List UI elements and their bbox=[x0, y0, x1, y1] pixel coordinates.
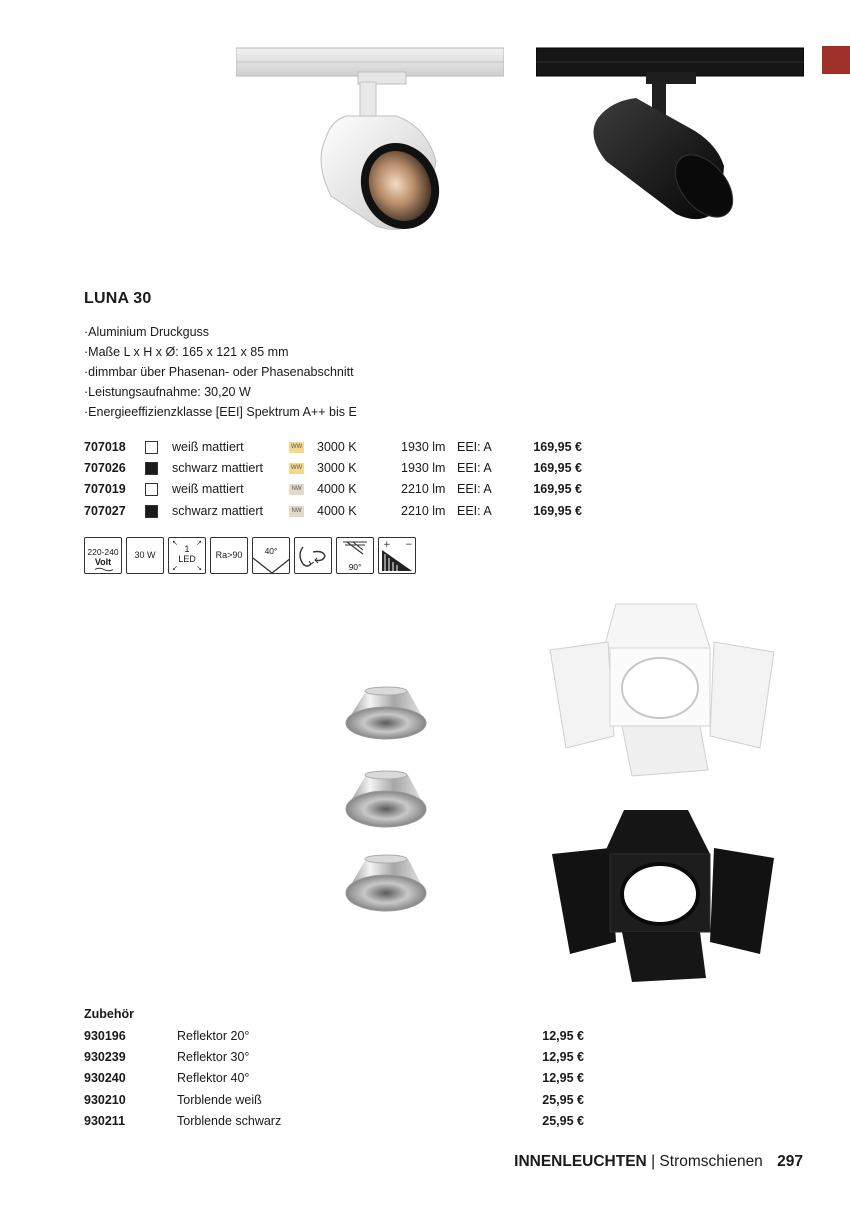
light-color-badge: NW bbox=[289, 484, 304, 495]
accessories-table bbox=[84, 1025, 584, 1131]
page-footer bbox=[514, 1153, 803, 1171]
led-label: LED bbox=[178, 554, 196, 564]
page-number: 297 bbox=[777, 1153, 803, 1170]
accessory-name: Torblende schwarz bbox=[177, 1113, 282, 1128]
article-number: 930211 bbox=[84, 1113, 126, 1128]
tilt-icon bbox=[336, 537, 374, 574]
article-number: 707026 bbox=[84, 460, 126, 475]
svg-text:−: − bbox=[405, 540, 413, 550]
tilt-angle-value: 90° bbox=[348, 562, 362, 572]
price: 169,95 € bbox=[533, 439, 582, 454]
product-image-white bbox=[236, 46, 504, 236]
price: 12,95 € bbox=[542, 1071, 584, 1086]
energy-class: EEI: A bbox=[457, 503, 492, 518]
power-icon: 30 W bbox=[126, 537, 164, 574]
luminous-flux: 2210 lm bbox=[401, 482, 446, 497]
variant-row bbox=[84, 500, 582, 521]
beam-angle-icon bbox=[252, 537, 290, 574]
variant-row bbox=[84, 457, 582, 478]
accessory-name: Torblende weiß bbox=[177, 1092, 262, 1107]
beam-angle-value: 40° bbox=[264, 546, 278, 556]
reflector-30 bbox=[346, 771, 426, 827]
article-number: 930210 bbox=[84, 1092, 126, 1107]
color-swatch bbox=[145, 483, 158, 496]
product-image-black bbox=[536, 46, 804, 226]
accessories-title: Zubehör bbox=[84, 1007, 134, 1021]
price: 169,95 € bbox=[533, 460, 582, 475]
variant-row bbox=[84, 436, 582, 457]
feature-list bbox=[84, 322, 357, 422]
cri-icon: Ra>90 bbox=[210, 537, 248, 574]
light-color-badge: WW bbox=[289, 463, 304, 474]
energy-class: EEI: A bbox=[457, 460, 492, 475]
footer-section: INNENLEUCHTEN bbox=[514, 1153, 647, 1170]
footer-category: Stromschienen bbox=[659, 1153, 763, 1170]
color-temperature: 3000 K bbox=[317, 460, 357, 475]
color-swatch bbox=[145, 505, 158, 518]
article-number: 707019 bbox=[84, 482, 126, 497]
article-number: 930196 bbox=[84, 1028, 126, 1043]
variant-table bbox=[84, 436, 582, 521]
footer-separator: | bbox=[651, 1153, 656, 1170]
rotation-icon bbox=[294, 537, 332, 574]
price: 25,95 € bbox=[542, 1113, 584, 1128]
article-number: 707027 bbox=[84, 503, 126, 518]
svg-text:+: + bbox=[383, 540, 391, 550]
color-swatch bbox=[145, 462, 158, 475]
luminous-flux: 1930 lm bbox=[401, 460, 446, 475]
voltage-unit: Volt bbox=[94, 557, 112, 567]
feature-item: · Aluminium Druckguss bbox=[84, 322, 357, 342]
energy-class: EEI: A bbox=[457, 439, 492, 454]
color-name: schwarz mattiert bbox=[172, 460, 263, 475]
accessory-row bbox=[84, 1046, 584, 1067]
energy-class: EEI: A bbox=[457, 482, 492, 497]
accessory-name: Reflektor 20° bbox=[177, 1028, 250, 1043]
accessory-name: Reflektor 40° bbox=[177, 1071, 250, 1086]
feature-item: · dimmbar über Phasenan- oder Phasenabschnitt bbox=[84, 362, 357, 382]
price: 25,95 € bbox=[542, 1092, 584, 1107]
reflector-40 bbox=[346, 855, 426, 911]
color-name: weiß mattiert bbox=[172, 439, 244, 454]
color-temperature: 4000 K bbox=[317, 503, 357, 518]
price: 169,95 € bbox=[533, 482, 582, 497]
feature-item: · Energieeffizienzklasse [EEI] Spektrum A++ bis E bbox=[84, 402, 357, 422]
barndoor-white-image bbox=[548, 602, 778, 778]
chapter-tab bbox=[822, 46, 850, 74]
led-icon: 1 LED ↖ ↗ ↙ ↘ bbox=[168, 537, 206, 574]
price: 169,95 € bbox=[533, 503, 582, 518]
color-swatch bbox=[145, 441, 158, 454]
reflector-20 bbox=[346, 687, 426, 739]
voltage-icon bbox=[84, 537, 122, 574]
dimmable-icon bbox=[378, 537, 416, 574]
luminous-flux: 2210 lm bbox=[401, 503, 446, 518]
accessory-row bbox=[84, 1110, 584, 1131]
color-name: weiß mattiert bbox=[172, 482, 244, 497]
feature-item: · Maße L x H x Ø: 165 x 121 x 85 mm bbox=[84, 342, 357, 362]
accessory-row bbox=[84, 1089, 584, 1110]
accessory-name: Reflektor 30° bbox=[177, 1049, 250, 1064]
led-count: 1 bbox=[184, 544, 190, 554]
color-temperature: 3000 K bbox=[317, 439, 357, 454]
article-number: 930240 bbox=[84, 1071, 126, 1086]
article-number: 707018 bbox=[84, 439, 126, 454]
article-number: 930239 bbox=[84, 1049, 126, 1064]
color-temperature: 4000 K bbox=[317, 482, 357, 497]
variant-row bbox=[84, 479, 582, 500]
color-name: schwarz mattiert bbox=[172, 503, 263, 518]
feature-item: · Leistungsaufnahme: 30,20 W bbox=[84, 382, 357, 402]
luminous-flux: 1930 lm bbox=[401, 439, 446, 454]
price: 12,95 € bbox=[542, 1049, 584, 1064]
accessory-row bbox=[84, 1025, 584, 1046]
barndoor-black-image bbox=[548, 808, 778, 984]
reflector-images bbox=[338, 683, 438, 923]
voltage-range: 220-240 bbox=[87, 547, 119, 557]
price: 12,95 € bbox=[542, 1028, 584, 1043]
light-color-badge: NW bbox=[289, 506, 304, 517]
product-title: LUNA 30 bbox=[84, 290, 152, 307]
light-color-badge: WW bbox=[289, 442, 304, 453]
accessory-row bbox=[84, 1068, 584, 1089]
